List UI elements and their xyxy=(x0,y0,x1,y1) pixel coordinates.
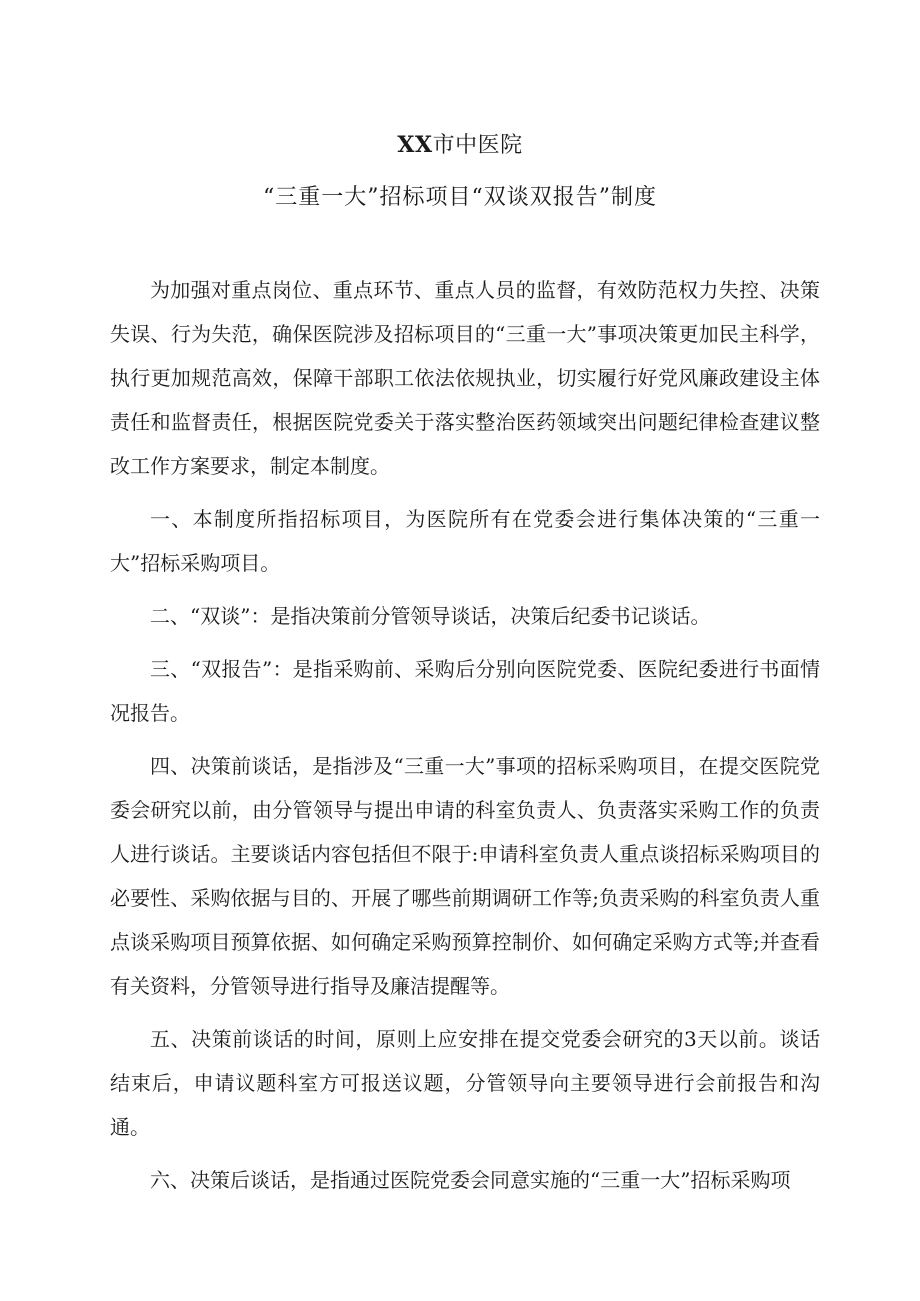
paragraph-5: 五、决策前谈话的时间，原则上应安排在提交党委会研究的3天以前。谈话结束后，申请议题科室方可报送议题，分管领导向主要领导进行会前报告和沟通。 xyxy=(110,1027,820,1139)
paragraph-2: 二、“双谈”：是指决策前分管领导谈话，决策后纪委书记谈话。 xyxy=(150,604,711,628)
paragraph-4: 四、决策前谈话，是指涉及“三重一大”事项的招标采购项目，在提交医院党委会研究以前，由分管领导与提出申请的科室负责人、负责落实采购工作的负责人进行谈话。主要谈话内容包括但不限于:申请科室负责人重点谈招标采购项目的必要性、采购依据与目的、开展了哪些前期调研工作等;负责采购的科室负责人重点谈采购项目预算依据、如何确定采购预算控制价、如何确定采购方式等;并查看有关资料，分管领导进行指导及廉洁提醒等。 xyxy=(110,754,820,998)
document-body xyxy=(110,268,820,1211)
paragraph-6: 六、决策后谈话，是指通过医院党委会同意实施的“三重一大”招标采购项 xyxy=(150,1168,791,1192)
document-title xyxy=(0,128,920,159)
document-subtitle: “三重一大”招标项目“双谈双报告”制度 xyxy=(263,185,657,210)
title-prefix: XX xyxy=(397,132,433,158)
paragraph-1: 一、本制度所指招标项目，为医院所有在党委会进行集体决策的“三重一大”招标采购项目。 xyxy=(110,507,820,575)
title-main: 市中医院 xyxy=(432,133,523,158)
paragraph-intro: 为加强对重点岗位、重点环节、重点人员的监督，有效防范权力失控、决策失误、行为失范，确保医院涉及招标项目的“三重一大”事项决策更加民主科学，执行更加规范高效，保障干部职工依法依规执业，切实履行好党风廉政建设主体责任和监督责任，根据医院党委关于落实整治医药领域突出问题纪律检查建议整改工作方案要求，制定本制度。 xyxy=(110,278,820,478)
paragraph-3: 三、“双报告”：是指采购前、采购后分别向医院党委、医院纪委进行书面情况报告。 xyxy=(110,657,820,725)
